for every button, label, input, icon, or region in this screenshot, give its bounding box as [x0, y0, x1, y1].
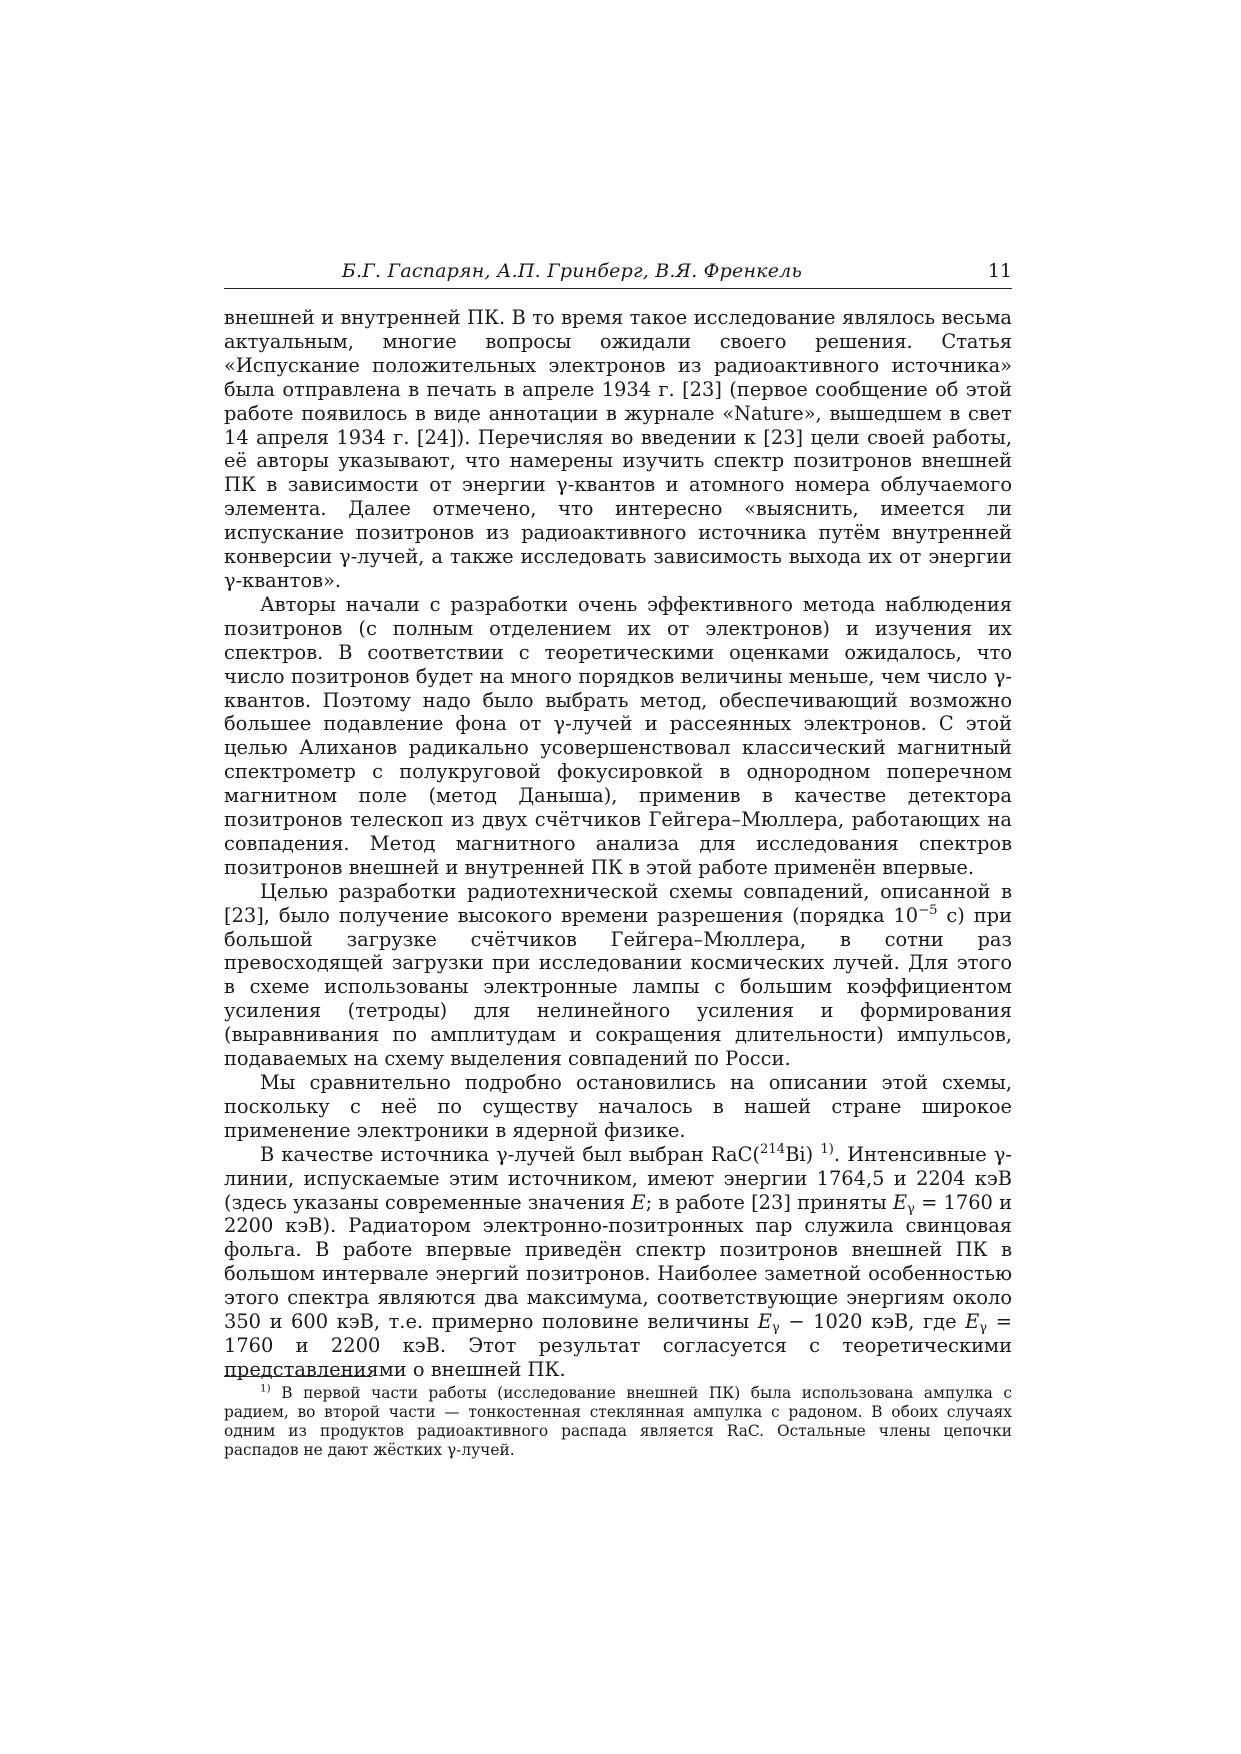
- paragraph-2: Авторы начали с разработки очень эффективного метода наблюдения позитронов (с полным отделением их от электронов) и изучения их спектров. В соответствии с теоретическими оценками ожидалось, что число позитронов будет на много порядков величины меньше, чем число γ-квантов. Поэтому надо было выбрать метод, обеспечивающий возможно большее подавление фона от γ-лучей и рассеянных электронов. С этой целью Алиханов радикально усовершенствовал классический магнитный спектрометр с полукруговой фокусировкой в однородном поперечном магнитном поле (метод Даныша), применив в качестве детектора позитронов телескоп из двух счётчиков Гейгера–Мюллера, работающих на совпадения. Метод магнитного анализа для исследования спектров позитронов внешней и внутренней ПК в этой работе применён впервые.: [224, 592, 1012, 879]
- p5-text-g: = 1760 и 2200 кэВ. Этот результат согласуется с теоретическими представлениями о внешней ПК.: [224, 1310, 1012, 1381]
- footnote-rule: [224, 1376, 372, 1377]
- footnote-text: В первой части работы (исследование внешней ПК) была использована ампулка с радием, во второй части — тонкостенная стеклянная ампулка с радоном. В обоих случаях одним из продуктов радиоактивного распада является RaC. Остальные члены цепочки распадов не дают жёстких γ-лучей.: [224, 1384, 1012, 1459]
- p5-text-d: ; в работе [23] приняты: [645, 1190, 893, 1214]
- p5-text-a: В качестве источника γ-лучей был выбран RaC(: [260, 1142, 761, 1166]
- footnote: [224, 1384, 1012, 1460]
- paragraph-1: внешней и внутренней ПК. В то время такое исследование являлось весьма актуальным, многие вопросы ожидали своего решения. Статья «Испускание положительных электронов из радиоактивного источника» была отправлена в печать в апреле 1934 г. [23] (первое сообщение об этой работе появилось в виде аннотации в журнале «Nature», вышедшем в свет 14 апреля 1934 г. [24]). Перечисляя во введении к [23] цели своей работы, её авторы указывают, что намерены изучить спектр позитронов внешней ПК в зависимости от энергии γ-квантов и атомного номера облучаемого элемента. Далее отмечено, что интересно «выяснить, имеется ли испускание позитронов из радиоактивного источника путём внутренней конверсии γ-лучей, а также исследовать зависимость выхода их от энергии γ-квантов».: [224, 306, 1012, 592]
- running-head: [224, 258, 1012, 289]
- isotope-mass-number: 214: [760, 1141, 786, 1157]
- subscript-gamma: γ: [979, 1320, 988, 1336]
- paragraph-3-part-a: Целью разработки радиотехнической схемы совпадений, описанной в [23], было получение высокого времени разрешения (порядка 10: [224, 879, 1012, 927]
- p5-text-e: = 1760 и 2200 кэВ). Радиатором электронно-позитронных пар служила свинцовая фольга. В работе впервые приведён спектр позитронов внешней ПК в большом интервале энергий позитронов. Наиболее заметной особенностью этого спектра являются два максимума, соответствующие энергиям около 350 и 600 кэВ, т.е. примерно половине величины: [224, 1190, 1012, 1334]
- exponent: −5: [918, 902, 938, 918]
- symbol-E-gamma: E: [757, 1310, 772, 1334]
- paragraph-3: [224, 880, 1012, 1071]
- body-text: [224, 306, 1012, 1382]
- p5-text-c: . Интенсивные γ-линии, испускаемые этим источником, имеют энергии 1764,5 и 2204 кэВ (здесь указаны современные значения: [224, 1142, 1012, 1214]
- p5-text-f: − 1020 кэВ, где: [779, 1310, 966, 1334]
- paragraph-3-part-b: с) при большой загрузке счётчиков Гейгера–Мюллера, в сотни раз превосходящей загрузки при исследовании космических лучей. Для этого в схеме использованы электронные лампы с большим коэффициентом усиления (тетроды) для нелинейного усиления и формирования (выравнивания по амплитудам и сокращения длительности) импульсов, подаваемых на схему выделения совпадений по Росси.: [224, 903, 1013, 1071]
- symbol-E-gamma: E: [892, 1190, 908, 1214]
- symbol-E: E: [631, 1190, 646, 1214]
- paragraph-5: [224, 1143, 1012, 1382]
- subscript-gamma: γ: [907, 1200, 915, 1216]
- paragraph-4: Мы сравнительно подробно остановились на описании этой схемы, поскольку с неё по существу началось в нашей стране широкое применение электроники в ядерной физике.: [224, 1071, 1012, 1142]
- footnote-reference: 1): [820, 1141, 834, 1157]
- subscript-gamma: γ: [771, 1320, 780, 1336]
- footnote-marker: 1): [260, 1382, 271, 1395]
- symbol-E-gamma: E: [965, 1310, 980, 1334]
- p5-text-b: Bi): [785, 1142, 814, 1166]
- page-number: 11: [987, 260, 1012, 282]
- running-head-authors: Б.Г. Гаспарян, А.П. Гринберг, В.Я. Френкель: [341, 260, 802, 282]
